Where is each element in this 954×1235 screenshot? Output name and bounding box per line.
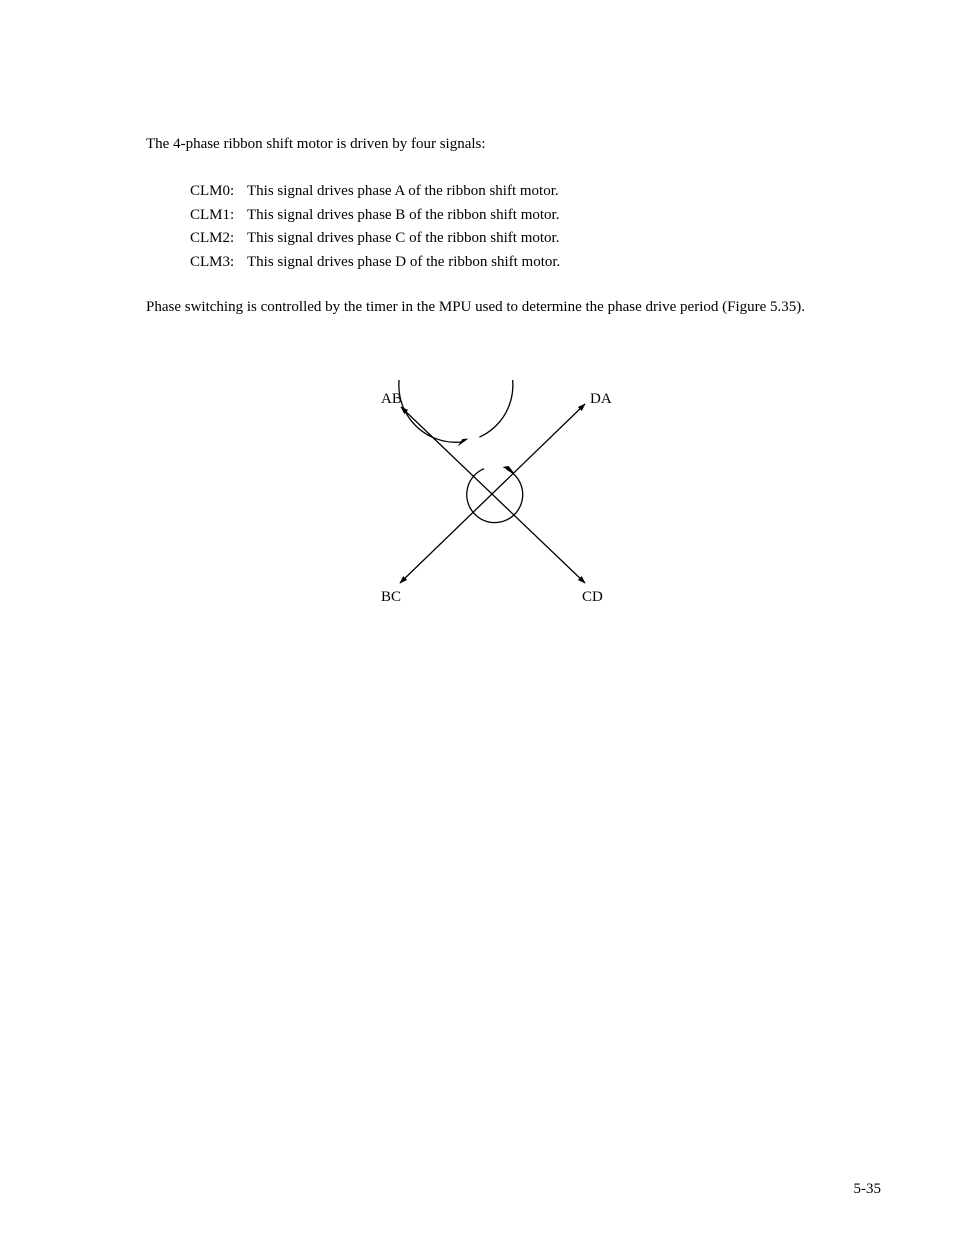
signal-description: This signal drives phase D of the ribbon shift motor. [247,253,561,270]
signal-row-clm1 [190,206,560,230]
axis-ab-cd [401,407,585,583]
outer-rotation-arc [399,380,513,442]
signal-name: CLM2: [190,230,235,247]
signal-description: This signal drives phase A of the ribbon shift motor. [247,183,559,199]
signal-name: CLM3: [190,253,235,270]
label-bc: BC [381,589,402,605]
label-ab: AB [381,391,402,407]
intro-paragraph: The 4-phase ribbon shift motor is driven by four signals: [146,136,486,152]
phase-rotation-diagram [360,380,640,620]
phase-diagram-svg [360,380,640,620]
closing-paragraph: Phase switching is controlled by the timer in the MPU used to determine the phase drive period (Figure 5.35). [146,299,806,315]
signal-name: CLM0: [190,183,235,199]
page-number: 5-35 [853,1181,881,1197]
label-da: DA [590,391,612,407]
signal-row-clm0 [190,182,560,206]
signal-name: CLM1: [190,206,235,223]
label-cd: CD [582,589,603,605]
signal-list [190,182,560,276]
signal-description: This signal drives phase C of the ribbon shift motor. [247,230,560,247]
signal-row-clm3 [190,253,560,277]
signal-row-clm2 [190,229,560,253]
inner-rotation-arrowhead [503,466,515,474]
signal-description: This signal drives phase B of the ribbon shift motor. [247,206,560,223]
